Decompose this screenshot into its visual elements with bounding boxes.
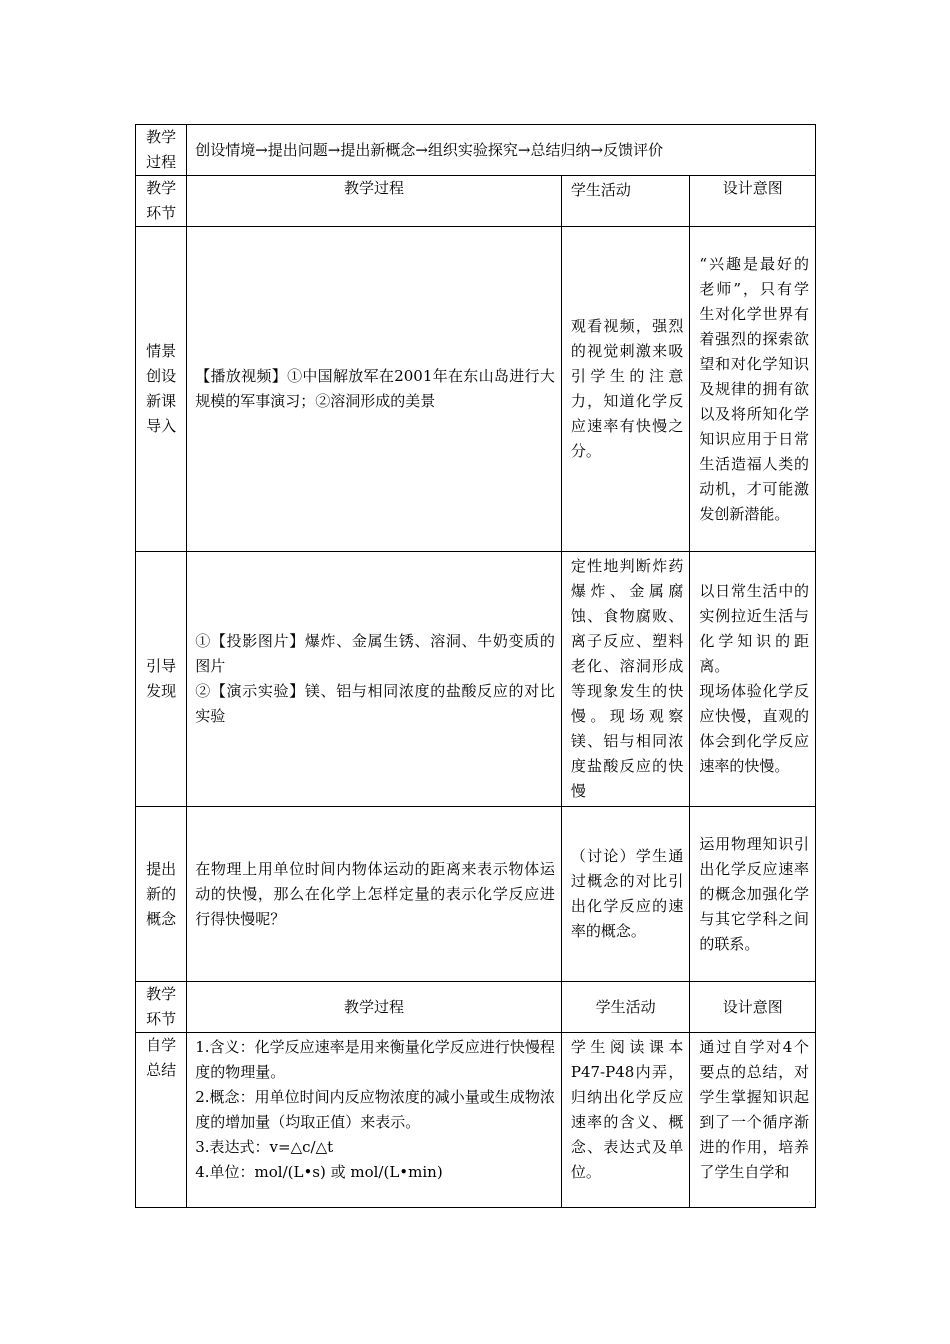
intent-line: 现场体验化学反应快慢，直观的体会到化学反应速率的快慢。 bbox=[699, 682, 809, 775]
section-cell: 提出新的概念 bbox=[136, 807, 187, 982]
activity-cell: 学生阅读课本P47-P48内弄，归纳出化学反应速率的含义、概念、表达式及单位。 bbox=[561, 1033, 690, 1208]
process-line: 1.含义：化学反应速率是用来衡量化学反应进行快慢程度的物理量。 bbox=[195, 1038, 555, 1081]
table-row bbox=[136, 227, 816, 552]
teaching-process-row bbox=[136, 125, 816, 176]
process-line: 3.表达式：v=△c/△t bbox=[195, 1138, 334, 1156]
header-process: 教学过程 bbox=[187, 176, 562, 227]
section-cell: 引导发现 bbox=[136, 552, 187, 807]
header-intent: 设计意图 bbox=[690, 176, 816, 227]
process-line: ①【投影图片】爆炸、金属生锈、溶洞、牛奶变质的图片 bbox=[195, 632, 555, 675]
process-cell bbox=[187, 1033, 562, 1208]
header-section: 教学环节 bbox=[136, 176, 187, 227]
process-line: ②【演示实验】镁、铝与相同浓度的盐酸反应的对比实验 bbox=[195, 682, 555, 725]
activity-cell: 定性地判断炸药爆炸、金属腐蚀、食物腐败、离子反应、塑料老化、溶洞形成等现象发生的快慢。现场观察镁、铝与相同浓度盐酸反应的快慢 bbox=[561, 552, 690, 807]
section-cell: 自学总结 bbox=[136, 1033, 187, 1208]
header-activity: 学生活动 bbox=[561, 982, 690, 1033]
intent-cell bbox=[690, 552, 816, 807]
header-section: 教学环节 bbox=[136, 982, 187, 1033]
intent-cell: “兴趣是最好的老师”，只有学生对化学世界有着强烈的探索欲望和对化学知识及规律的拥有欲以及将所知化学知识应用于日常生活造福人类的动机，才可能激发创新潜能。 bbox=[690, 227, 816, 552]
teaching-process-label: 教学过程 bbox=[136, 125, 187, 176]
table-row bbox=[136, 552, 816, 807]
activity-cell: 观看视频，强烈的视觉刺激来吸引学生的注意力，知道化学反应速率有快慢之分。 bbox=[561, 227, 690, 552]
header-intent: 设计意图 bbox=[690, 982, 816, 1033]
section-cell: 情景创设新课导入 bbox=[136, 227, 187, 552]
table-row bbox=[136, 1033, 816, 1208]
table-header-row bbox=[136, 176, 816, 227]
table-row bbox=[136, 807, 816, 982]
header-process: 教学过程 bbox=[187, 982, 562, 1033]
header-activity: 学生活动 bbox=[561, 176, 690, 227]
teaching-process-flow: 创设情境→提出问题→提出新概念→组织实验探究→总结归纳→反馈评价 bbox=[187, 125, 816, 176]
activity-cell: （讨论）学生通过概念的对比引出化学反应的速率的概念。 bbox=[561, 807, 690, 982]
process-cell: 在物理上用单位时间内物体运动的距离来表示物体运动的快慢，那么在化学上怎样定量的表示化学反应进行得快慢呢？ bbox=[187, 807, 562, 982]
process-cell: 【播放视频】①中国解放军在2001年在东山岛进行大规模的军事演习；②溶洞形成的美景 bbox=[187, 227, 562, 552]
table-header-row bbox=[136, 982, 816, 1033]
intent-cell: 通过自学对4个要点的总结，对学生掌握知识起到了一个循序渐进的作用，培养了学生自学和 bbox=[690, 1033, 816, 1208]
lesson-plan-table bbox=[135, 124, 816, 1208]
intent-cell: 运用物理知识引出化学反应速率的概念加强化学与其它学科之间的联系。 bbox=[690, 807, 816, 982]
intent-line: 以日常生活中的实例拉近生活与化学知识的距离。 bbox=[699, 582, 809, 675]
process-line: 4.单位：mol/(L•s) 或 mol/(L•min) bbox=[195, 1163, 443, 1181]
process-line: 2.概念：用单位时间内反应物浓度的减小量或生成物浓度的增加量（均取正值）来表示。 bbox=[195, 1088, 555, 1131]
process-cell bbox=[187, 552, 562, 807]
